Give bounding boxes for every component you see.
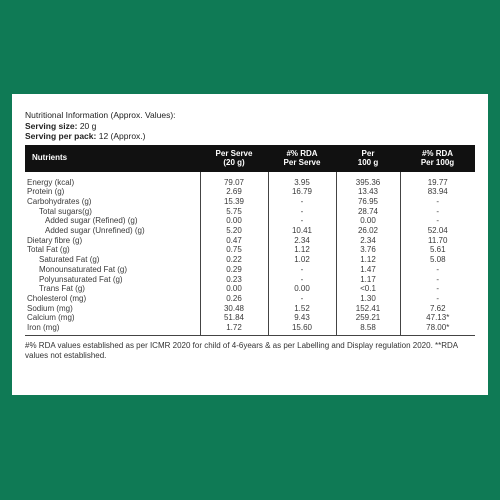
serving-size <box>25 121 475 132</box>
table-row <box>25 275 475 285</box>
per-100g-value: 395.36 <box>336 172 400 188</box>
rda-per-100g-value: 83.94 <box>400 187 475 197</box>
table-row <box>25 197 475 207</box>
rda-per-100g-value: - <box>400 294 475 304</box>
rda-per-serve-value: 1.52 <box>268 304 336 314</box>
header-rda-per-serve <box>268 145 336 172</box>
nutrition-intro <box>25 110 475 142</box>
rda-per-100g-value: 47.13* <box>400 313 475 323</box>
serving-per-pack-label: Serving per pack: <box>25 131 97 141</box>
per-100g-value: 152.41 <box>336 304 400 314</box>
rda-per-serve-value: 2.34 <box>268 236 336 246</box>
rda-per-serve-value: 3.95 <box>268 172 336 188</box>
per-100g-value: 13.43 <box>336 187 400 197</box>
per-100g-value: 1.47 <box>336 265 400 275</box>
table-row <box>25 304 475 314</box>
intro-title: Nutritional Information (Approx. Values): <box>25 110 176 120</box>
table-header-row <box>25 145 475 172</box>
per-serve-value: 0.29 <box>200 265 268 275</box>
per-100g-value: 2.34 <box>336 236 400 246</box>
rda-per-serve-value: 1.02 <box>268 255 336 265</box>
nutrient-name: Cholesterol (mg) <box>27 293 87 303</box>
rda-per-serve-value: 10.41 <box>268 226 336 236</box>
rda-per-100g-value: 19.77 <box>400 172 475 188</box>
per-serve-value: 0.00 <box>200 284 268 294</box>
per-serve-value: 0.00 <box>200 216 268 226</box>
rda-per-serve-value: - <box>268 265 336 275</box>
table-row <box>25 284 475 294</box>
header-per100-line2: 100 g <box>357 158 379 167</box>
rda-per-serve-value: 0.00 <box>268 284 336 294</box>
per-serve-value: 30.48 <box>200 304 268 314</box>
nutrient-name: Protein (g) <box>27 187 65 197</box>
per-serve-value: 5.20 <box>200 226 268 236</box>
rda-per-serve-value: - <box>268 207 336 217</box>
per-serve-value: 0.75 <box>200 245 268 255</box>
per-serve-value: 0.26 <box>200 294 268 304</box>
table-row <box>25 313 475 323</box>
nutrient-name: Monounsaturated Fat (g) <box>39 264 128 274</box>
per-100g-value: 1.30 <box>336 294 400 304</box>
nutrient-name: Total Fat (g) <box>27 245 70 255</box>
per-serve-value: 0.22 <box>200 255 268 265</box>
rda-per-serve-value: - <box>268 216 336 226</box>
per-serve-value: 79.07 <box>200 172 268 188</box>
per-100g-value: 0.00 <box>336 216 400 226</box>
per-serve-value: 5.75 <box>200 207 268 217</box>
header-rda100-line2: Per 100g <box>420 158 455 167</box>
nutrient-name: Dietary fibre (g) <box>27 235 83 245</box>
per-serve-value: 15.39 <box>200 197 268 207</box>
rda-per-100g-value: - <box>400 265 475 275</box>
header-nutrients: Nutrients <box>25 145 200 172</box>
table-row <box>25 265 475 275</box>
rda-per-100g-value: - <box>400 216 475 226</box>
nutrition-table <box>25 145 475 336</box>
header-rda-per-100g <box>400 145 475 172</box>
table-row <box>25 172 475 188</box>
header-per-serve-line1: Per Serve <box>215 148 253 158</box>
rda-per-serve-value: 16.79 <box>268 187 336 197</box>
nutrient-name: Saturated Fat (g) <box>39 255 100 265</box>
rda-per-100g-value: 5.61 <box>400 245 475 255</box>
per-100g-value: 1.17 <box>336 275 400 285</box>
nutrient-name: Added sugar (Refined) (g) <box>45 216 138 226</box>
table-row <box>25 323 475 335</box>
table-row <box>25 226 475 236</box>
header-rda-serve-line2: Per Serve <box>283 158 321 167</box>
rda-per-serve-value: 1.12 <box>268 245 336 255</box>
per-100g-value: 26.02 <box>336 226 400 236</box>
per-serve-value: 1.72 <box>200 323 268 335</box>
serving-size-value: 20 g <box>79 120 97 131</box>
per-100g-value: 259.21 <box>336 313 400 323</box>
footnote: #% RDA values established as per ICMR 2020 for child of 4-6years & as per Labelling and Display regulation 2020. **RDA values not established. <box>25 340 458 361</box>
table-row <box>25 245 475 255</box>
nutrient-name: Calcium (mg) <box>27 313 75 323</box>
rda-per-serve-value: - <box>268 197 336 207</box>
per-100g-value: <0.1 <box>336 284 400 294</box>
rda-per-100g-value: 52.04 <box>400 226 475 236</box>
header-rda100-line1: #% RDA <box>421 148 454 158</box>
table-row <box>25 187 475 197</box>
per-100g-value: 76.95 <box>336 197 400 207</box>
nutrition-label-card <box>12 94 488 395</box>
rda-per-100g-value: 7.62 <box>400 304 475 314</box>
table-row <box>25 216 475 226</box>
rda-per-100g-value: - <box>400 207 475 217</box>
serving-size-label: Serving size: <box>25 120 78 131</box>
nutrient-name: Total sugars(g) <box>39 206 92 216</box>
nutrient-name: Iron (mg) <box>25 323 200 335</box>
header-per-serve <box>200 145 268 172</box>
header-per100-line1: Per <box>361 148 375 158</box>
rda-per-serve-value: 15.60 <box>268 323 336 335</box>
per-100g-value: 28.74 <box>336 207 400 217</box>
rda-per-100g-value: 11.70 <box>400 236 475 246</box>
table-row <box>25 294 475 304</box>
rda-per-serve-value: - <box>268 275 336 285</box>
nutrient-name: Added sugar (Unrefined) (g) <box>45 226 145 236</box>
nutrient-name: Polyunsaturated Fat (g) <box>39 274 123 284</box>
per-serve-value: 0.23 <box>200 275 268 285</box>
rda-per-100g-value: 5.08 <box>400 255 475 265</box>
nutrient-name: Energy (kcal) <box>27 177 75 187</box>
per-100g-value: 1.12 <box>336 255 400 265</box>
table-row <box>25 236 475 246</box>
header-per-serve-line2: (20 g) <box>223 158 245 167</box>
table-row <box>25 255 475 265</box>
rda-per-serve-value: - <box>268 294 336 304</box>
rda-per-100g-value: - <box>400 275 475 285</box>
nutrient-name: Trans Fat (g) <box>39 284 85 294</box>
per-serve-value: 51.84 <box>200 313 268 323</box>
nutrient-name: Sodium (mg) <box>27 303 73 313</box>
rda-per-100g-value: 78.00* <box>400 323 475 335</box>
rda-per-serve-value: 9.43 <box>268 313 336 323</box>
serving-per-pack <box>25 131 475 142</box>
rda-per-100g-value: - <box>400 197 475 207</box>
per-serve-value: 0.47 <box>200 236 268 246</box>
table-row <box>25 207 475 217</box>
header-rda-serve-line1: #% RDA <box>286 148 318 158</box>
nutrient-name: Carbohydrates (g) <box>27 196 92 206</box>
serving-per-pack-value: 12 (Approx.) <box>98 131 146 141</box>
per-serve-value: 2.69 <box>200 187 268 197</box>
per-100g-value: 3.76 <box>336 245 400 255</box>
header-per-100g <box>336 145 400 172</box>
per-100g-value: 8.58 <box>336 323 400 335</box>
rda-per-100g-value: - <box>400 284 475 294</box>
